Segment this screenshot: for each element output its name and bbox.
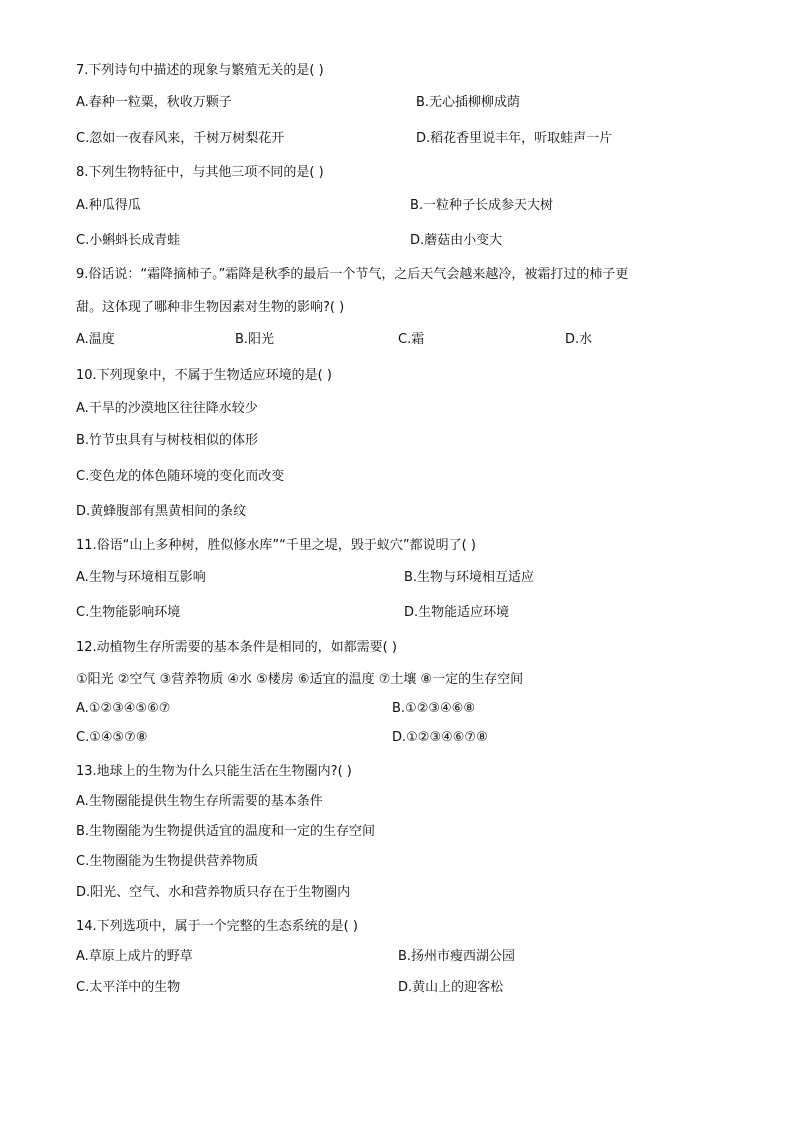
question-8-stem: 8.下列生物特征中，与其他三项不同的是( ) (76, 165, 324, 180)
question-7-stem: 7.下列诗句中描述的现象与繁殖无关的是( ) (76, 63, 324, 78)
question-11-stem: 11.俗语“山上多种树，胜似修水库”“千里之堤，毁于蚁穴”都说明了( ) (76, 538, 476, 553)
question-13-option-b: B.生物圈能为生物提供适宜的温度和一定的生存空间 (76, 824, 376, 839)
question-7-option-a: A.春种一粒粟，秋收万颗子 (76, 95, 232, 110)
question-11-option-a: A.生物与环境相互影响 (76, 570, 206, 585)
question-14-option-b: B.扬州市瘦西湖公园 (398, 949, 516, 964)
question-7-option-b: B.无心插柳柳成荫 (416, 95, 521, 110)
question-8-option-d: D.蘑菇由小变大 (410, 233, 503, 248)
question-14-option-c: C.太平洋中的生物 (76, 980, 181, 995)
question-9-option-a: A.温度 (76, 332, 115, 347)
question-12-option-d: D.①②③④⑥⑦⑧ (392, 730, 488, 745)
question-7-option-d: D.稻花香里说丰年，听取蛙声一片 (416, 131, 613, 146)
question-11-option-d: D.生物能适应环境 (404, 605, 510, 620)
question-9-option-c: C.霜 (398, 332, 425, 347)
question-8-option-a: A.种瓜得瓜 (76, 198, 141, 213)
question-12-stem: 12.动植物生存所需要的基本条件是相同的，如都需要( ) (76, 640, 397, 655)
question-10-option-a: A.干旱的沙漠地区往往降水较少 (76, 401, 258, 416)
question-12-items: ①阳光 ②空气 ③营养物质 ④水 ⑤楼房 ⑥适宜的温度 ⑦土壤 ⑧一定的生存空间 (76, 672, 524, 687)
question-12-option-c: C.①④⑤⑦⑧ (76, 730, 148, 745)
question-12-option-b: B.①②③④⑥⑧ (392, 701, 475, 716)
question-11-option-c: C.生物能影响环境 (76, 605, 181, 620)
question-13-option-d: D.阳光、空气、水和营养物质只存在于生物圈内 (76, 885, 351, 900)
question-10-stem: 10.下列现象中，不属于生物适应环境的是( ) (76, 368, 332, 383)
question-14-option-a: A.草原上成片的野草 (76, 949, 193, 964)
question-14-stem: 14.下列选项中，属于一个完整的生态系统的是( ) (76, 919, 358, 934)
question-7-option-c: C.忽如一夜春风来，千树万树梨花开 (76, 131, 285, 146)
question-14-option-d: D.黄山上的迎客松 (398, 980, 504, 995)
question-13-option-a: A.生物圈能提供生物生存所需要的基本条件 (76, 794, 323, 809)
question-8-option-b: B.一粒种子长成参天大树 (410, 198, 554, 213)
question-10-option-d: D.黄蜂腹部有黑黄相间的条纹 (76, 504, 247, 519)
question-12-option-a: A.①②③④⑤⑥⑦ (76, 701, 171, 716)
question-9-option-b: B.阳光 (235, 332, 275, 347)
question-11-option-b: B.生物与环境相互适应 (404, 570, 535, 585)
question-10-option-c: C.变色龙的体色随环境的变化而改变 (76, 469, 285, 484)
question-13-stem: 13.地球上的生物为什么只能生活在生物圈内?( ) (76, 764, 352, 779)
question-9-stem-line-1: 9.俗话说：“霜降摘柿子。”霜降是秋季的最后一个节气，之后天气会越来越冷，被霜打过的柿子更 (76, 267, 629, 282)
question-9-stem-line-2: 甜。这体现了哪种非生物因素对生物的影响?( ) (76, 300, 345, 315)
question-8-option-c: C.小蝌蚪长成青蛙 (76, 233, 181, 248)
question-10-option-b: B.竹节虫具有与树枝相似的体形 (76, 433, 259, 448)
question-9-option-d: D.水 (565, 332, 593, 347)
question-13-option-c: C.生物圈能为生物提供营养物质 (76, 854, 259, 869)
